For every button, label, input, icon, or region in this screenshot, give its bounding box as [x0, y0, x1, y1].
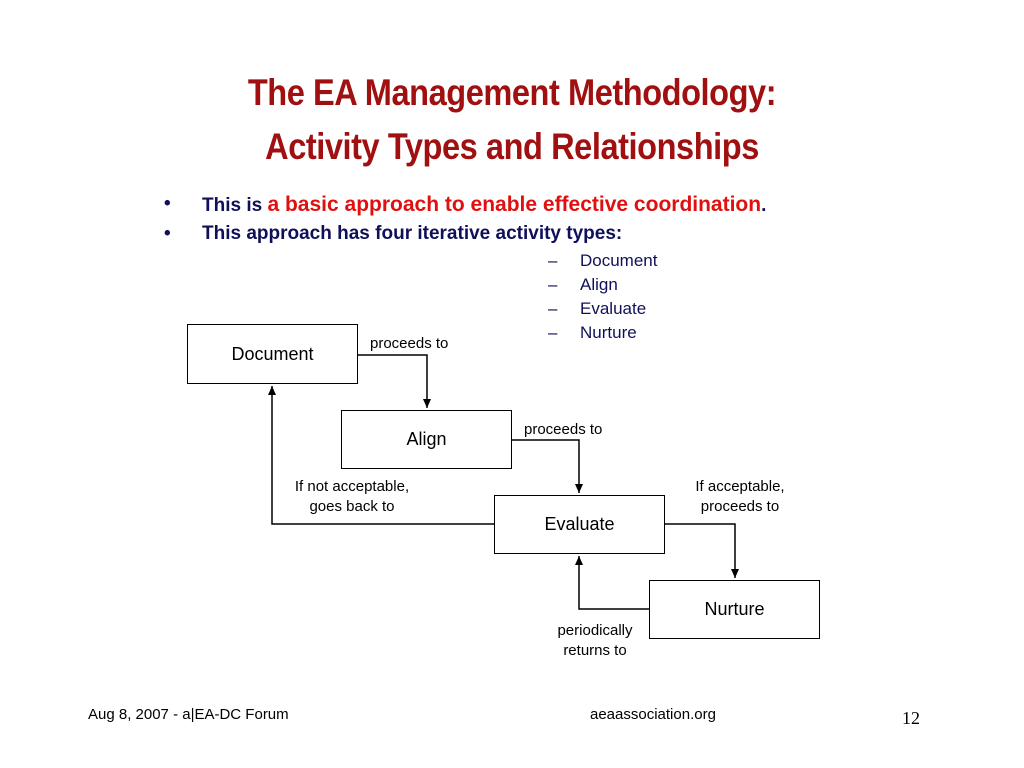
bullet-marker: •	[164, 193, 171, 214]
bullet-marker: •	[164, 223, 171, 244]
footer-left-text: Aug 8, 2007 - a|EA-DC Forum	[88, 706, 289, 723]
bullet-suffix: .	[761, 195, 767, 216]
edge-label-line: returns to	[563, 642, 627, 659]
edge-label-align-to-evaluate: proceeds to	[524, 421, 603, 438]
bullet-prefix: This is	[202, 195, 268, 216]
footer-center-text: aeaassociation.org	[590, 706, 716, 723]
node-nurture: Nurture	[649, 580, 820, 639]
edge-label-line: proceeds to	[700, 498, 780, 515]
node-document: Document	[187, 324, 358, 384]
node-align: Align	[341, 410, 512, 469]
sub-item-marker: –	[548, 251, 558, 270]
edge-align-to-evaluate	[512, 440, 579, 493]
sub-item-label: Align	[580, 275, 618, 294]
edge-label-line: If not acceptable,	[294, 478, 410, 495]
edge-label-evaluate-to-document	[282, 477, 422, 517]
sub-item-marker: –	[548, 299, 558, 318]
edge-nurture-to-evaluate	[579, 556, 650, 609]
edge-label-line: periodically	[557, 622, 633, 639]
node-evaluate: Evaluate	[494, 495, 665, 554]
edge-label-nurture-to-evaluate	[546, 621, 644, 661]
sub-item-label: Evaluate	[580, 299, 647, 318]
edge-evaluate-to-nurture	[665, 524, 735, 578]
sub-item-marker: –	[548, 323, 558, 342]
page-number: 12	[902, 708, 920, 728]
sub-item-label: Document	[580, 251, 658, 270]
edge-document-to-align	[358, 355, 427, 408]
bullet-text: This approach has four iterative activity types:	[202, 223, 623, 244]
bullet-highlight: a basic approach to enable effective coordination	[267, 193, 762, 216]
sub-item-marker: –	[548, 275, 558, 294]
slide-title-line-2: Activity Types and Relationships	[265, 126, 759, 167]
edge-label-document-to-align: proceeds to	[370, 335, 449, 352]
sub-item-label: Nurture	[580, 323, 637, 342]
slide-title-line-1: The EA Management Methodology:	[247, 72, 777, 113]
edge-label-line: If acceptable,	[695, 478, 785, 495]
edge-label-line: goes back to	[309, 498, 395, 515]
edge-label-evaluate-to-nurture	[676, 477, 804, 517]
